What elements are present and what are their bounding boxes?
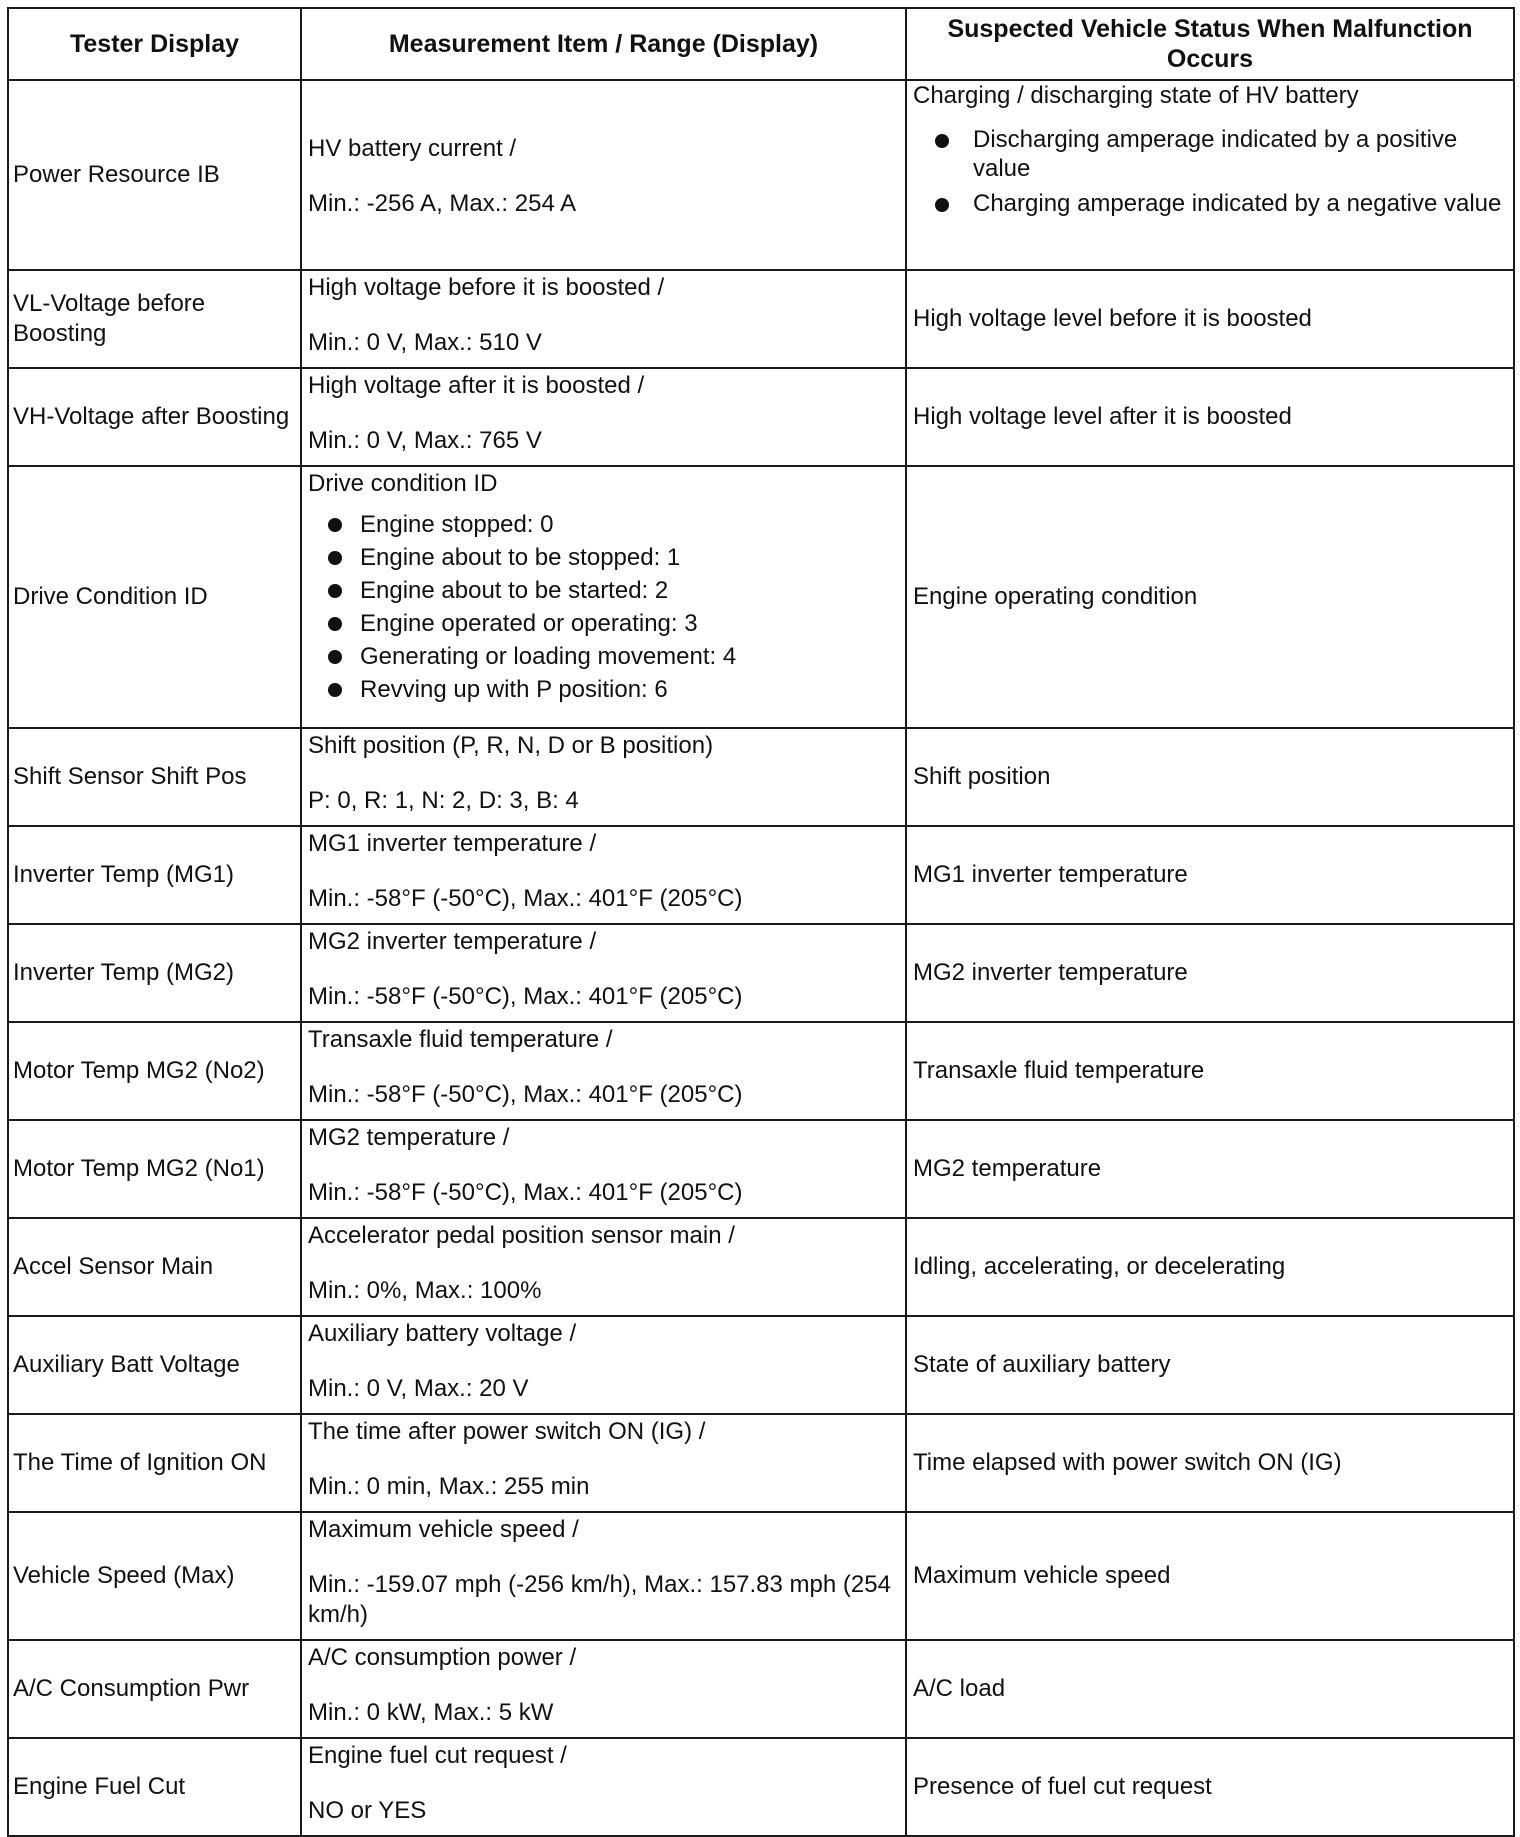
suspected-status-cell: [906, 1640, 1514, 1738]
table-row: [8, 924, 1514, 1022]
table-row: [8, 270, 1514, 368]
measurement-range: Min.: -58°F (-50°C), Max.: 401°F (205°C): [308, 983, 743, 1010]
measurement-value-item: Engine operated or operating: 3: [328, 607, 897, 640]
table-row: [8, 1022, 1514, 1120]
tester-display-cell: VH-Voltage after Boosting: [8, 368, 301, 466]
status-note-item: Discharging amperage indicated by a positive value: [933, 125, 1505, 183]
measurement-cell: [301, 1316, 906, 1414]
measurement-cell: [301, 80, 906, 270]
table-row: [8, 1512, 1514, 1640]
measurement-cell: [301, 1218, 906, 1316]
table-row: [8, 1316, 1514, 1414]
header-row: [8, 8, 1514, 80]
measurement-values-list: [328, 508, 897, 706]
table-row: [8, 1414, 1514, 1512]
suspected-status-text: MG2 temperature: [913, 1155, 1102, 1182]
measurement-item: HV battery current /: [308, 134, 517, 162]
tester-display-cell: Motor Temp MG2 (No1): [8, 1120, 301, 1218]
tester-display-cell: Vehicle Speed (Max): [8, 1512, 301, 1640]
suspected-status-cell: [906, 80, 1514, 270]
tester-display-cell: Accel Sensor Main: [8, 1218, 301, 1316]
measurement-cell: [301, 1022, 906, 1120]
suspected-status-cell: [906, 1512, 1514, 1640]
suspected-status-text: State of auxiliary battery: [913, 1351, 1171, 1378]
status-note-item: Charging amperage indicated by a negative value: [933, 189, 1505, 218]
header-tester-display: Tester Display: [8, 8, 301, 80]
table-row: [8, 466, 1514, 728]
measurement-range: Min.: 0 V, Max.: 20 V: [308, 1375, 529, 1402]
measurement-item: A/C consumption power /: [308, 1644, 577, 1671]
table-row: [8, 1640, 1514, 1738]
measurement-cell: [301, 826, 906, 924]
suspected-status-text: Shift position: [913, 763, 1051, 790]
measurement-range: Min.: -58°F (-50°C), Max.: 401°F (205°C): [308, 1081, 743, 1108]
measurement-item: Accelerator pedal position sensor main /: [308, 1222, 735, 1249]
measurement-cell: [301, 466, 906, 728]
header-measurement-item: Measurement Item / Range (Display): [301, 8, 906, 80]
suspected-status-text: Charging / discharging state of HV battery: [913, 82, 1359, 109]
measurement-item: Auxiliary battery voltage /: [308, 1320, 577, 1347]
tester-display-cell: Auxiliary Batt Voltage: [8, 1316, 301, 1414]
suspected-status-text: High voltage level after it is boosted: [913, 403, 1292, 430]
measurement-cell: [301, 1512, 906, 1640]
measurement-range: P: 0, R: 1, N: 2, D: 3, B: 4: [308, 787, 579, 814]
table-row: [8, 368, 1514, 466]
suspected-status-text: Idling, accelerating, or decelerating: [913, 1253, 1286, 1280]
suspected-status-text: Maximum vehicle speed: [913, 1562, 1171, 1589]
tester-display-cell: Shift Sensor Shift Pos: [8, 728, 301, 826]
data-list-table: [7, 7, 1515, 1837]
measurement-cell: [301, 1120, 906, 1218]
tester-display-cell: A/C Consumption Pwr: [8, 1640, 301, 1738]
suspected-status-text: MG2 inverter temperature: [913, 959, 1188, 986]
measurement-item: High voltage after it is boosted /: [308, 372, 645, 399]
suspected-status-text: Transaxle fluid temperature: [913, 1057, 1205, 1084]
measurement-range: Min.: -159.07 mph (-256 km/h), Max.: 157.83 mph (254 km/h): [308, 1571, 891, 1628]
suspected-status-cell: [906, 1414, 1514, 1512]
table-row: [8, 1738, 1514, 1836]
tester-display-cell: The Time of Ignition ON: [8, 1414, 301, 1512]
suspected-status-cell: [906, 368, 1514, 466]
suspected-status-cell: [906, 270, 1514, 368]
suspected-status-text: MG1 inverter temperature: [913, 861, 1188, 888]
suspected-status-cell: [906, 1316, 1514, 1414]
suspected-status-text: Time elapsed with power switch ON (IG): [913, 1449, 1342, 1476]
measurement-cell: [301, 1414, 906, 1512]
measurement-range: Min.: -58°F (-50°C), Max.: 401°F (205°C): [308, 1179, 743, 1206]
measurement-value-item: Generating or loading movement: 4: [328, 640, 897, 673]
measurement-range: Min.: -58°F (-50°C), Max.: 401°F (205°C): [308, 885, 743, 912]
table-row: [8, 826, 1514, 924]
measurement-item: MG2 inverter temperature /: [308, 928, 597, 955]
table-row: [8, 1120, 1514, 1218]
tester-display-cell: Inverter Temp (MG1): [8, 826, 301, 924]
measurement-range: Min.: 0 V, Max.: 510 V: [308, 329, 542, 356]
tester-display-cell: Inverter Temp (MG2): [8, 924, 301, 1022]
measurement-item: The time after power switch ON (IG) /: [308, 1418, 706, 1445]
measurement-cell: [301, 270, 906, 368]
data-list-table-container: [7, 7, 1515, 1837]
header-suspected-status: Suspected Vehicle Status When Malfunction Occurs: [906, 8, 1514, 80]
measurement-value-item: Engine about to be stopped: 1: [328, 541, 897, 574]
measurement-value-item: Engine about to be started: 2: [328, 574, 897, 607]
tester-display-cell: Engine Fuel Cut: [8, 1738, 301, 1836]
tester-display-cell: Motor Temp MG2 (No2): [8, 1022, 301, 1120]
measurement-range: Min.: 0 min, Max.: 255 min: [308, 1473, 590, 1500]
table-row: [8, 1218, 1514, 1316]
suspected-status-cell: [906, 826, 1514, 924]
measurement-value-item: Engine stopped: 0: [328, 508, 897, 541]
measurement-value-item: Revving up with P position: 6: [328, 673, 897, 706]
measurement-range: NO or YES: [308, 1797, 427, 1824]
tester-display-cell: VL-Voltage before Boosting: [8, 270, 301, 368]
measurement-range: Min.: 0 V, Max.: 765 V: [308, 427, 542, 454]
measurement-item: Transaxle fluid temperature /: [308, 1026, 613, 1053]
table-row: [8, 728, 1514, 826]
tester-display-cell: Power Resource IB: [8, 80, 301, 270]
status-notes-list: [933, 125, 1505, 218]
measurement-item: Drive condition ID: [308, 470, 498, 497]
suspected-status-cell: [906, 728, 1514, 826]
measurement-cell: [301, 924, 906, 1022]
measurement-cell: [301, 728, 906, 826]
measurement-range: Min.: -256 A, Max.: 254 A: [308, 189, 577, 217]
suspected-status-cell: [906, 1022, 1514, 1120]
measurement-item: High voltage before it is boosted /: [308, 274, 665, 301]
measurement-cell: [301, 1738, 906, 1836]
measurement-item: Engine fuel cut request /: [308, 1742, 567, 1769]
suspected-status-cell: [906, 1738, 1514, 1836]
suspected-status-cell: [906, 1120, 1514, 1218]
suspected-status-text: Engine operating condition: [913, 583, 1198, 610]
tester-display-cell: Drive Condition ID: [8, 466, 301, 728]
measurement-range: Min.: 0 kW, Max.: 5 kW: [308, 1699, 554, 1726]
measurement-cell: [301, 368, 906, 466]
measurement-item: MG2 temperature /: [308, 1124, 510, 1151]
measurement-item: Maximum vehicle speed /: [308, 1516, 579, 1543]
measurement-item: MG1 inverter temperature /: [308, 830, 597, 857]
measurement-item: Shift position (P, R, N, D or B position): [308, 732, 714, 759]
table-row: [8, 80, 1514, 270]
measurement-range: Min.: 0%, Max.: 100%: [308, 1277, 542, 1304]
suspected-status-text: High voltage level before it is boosted: [913, 305, 1312, 332]
measurement-cell: [301, 1640, 906, 1738]
suspected-status-cell: [906, 466, 1514, 728]
suspected-status-text: Presence of fuel cut request: [913, 1773, 1212, 1800]
suspected-status-cell: [906, 924, 1514, 1022]
suspected-status-cell: [906, 1218, 1514, 1316]
suspected-status-text: A/C load: [913, 1675, 1006, 1702]
table-body: [8, 80, 1514, 1836]
